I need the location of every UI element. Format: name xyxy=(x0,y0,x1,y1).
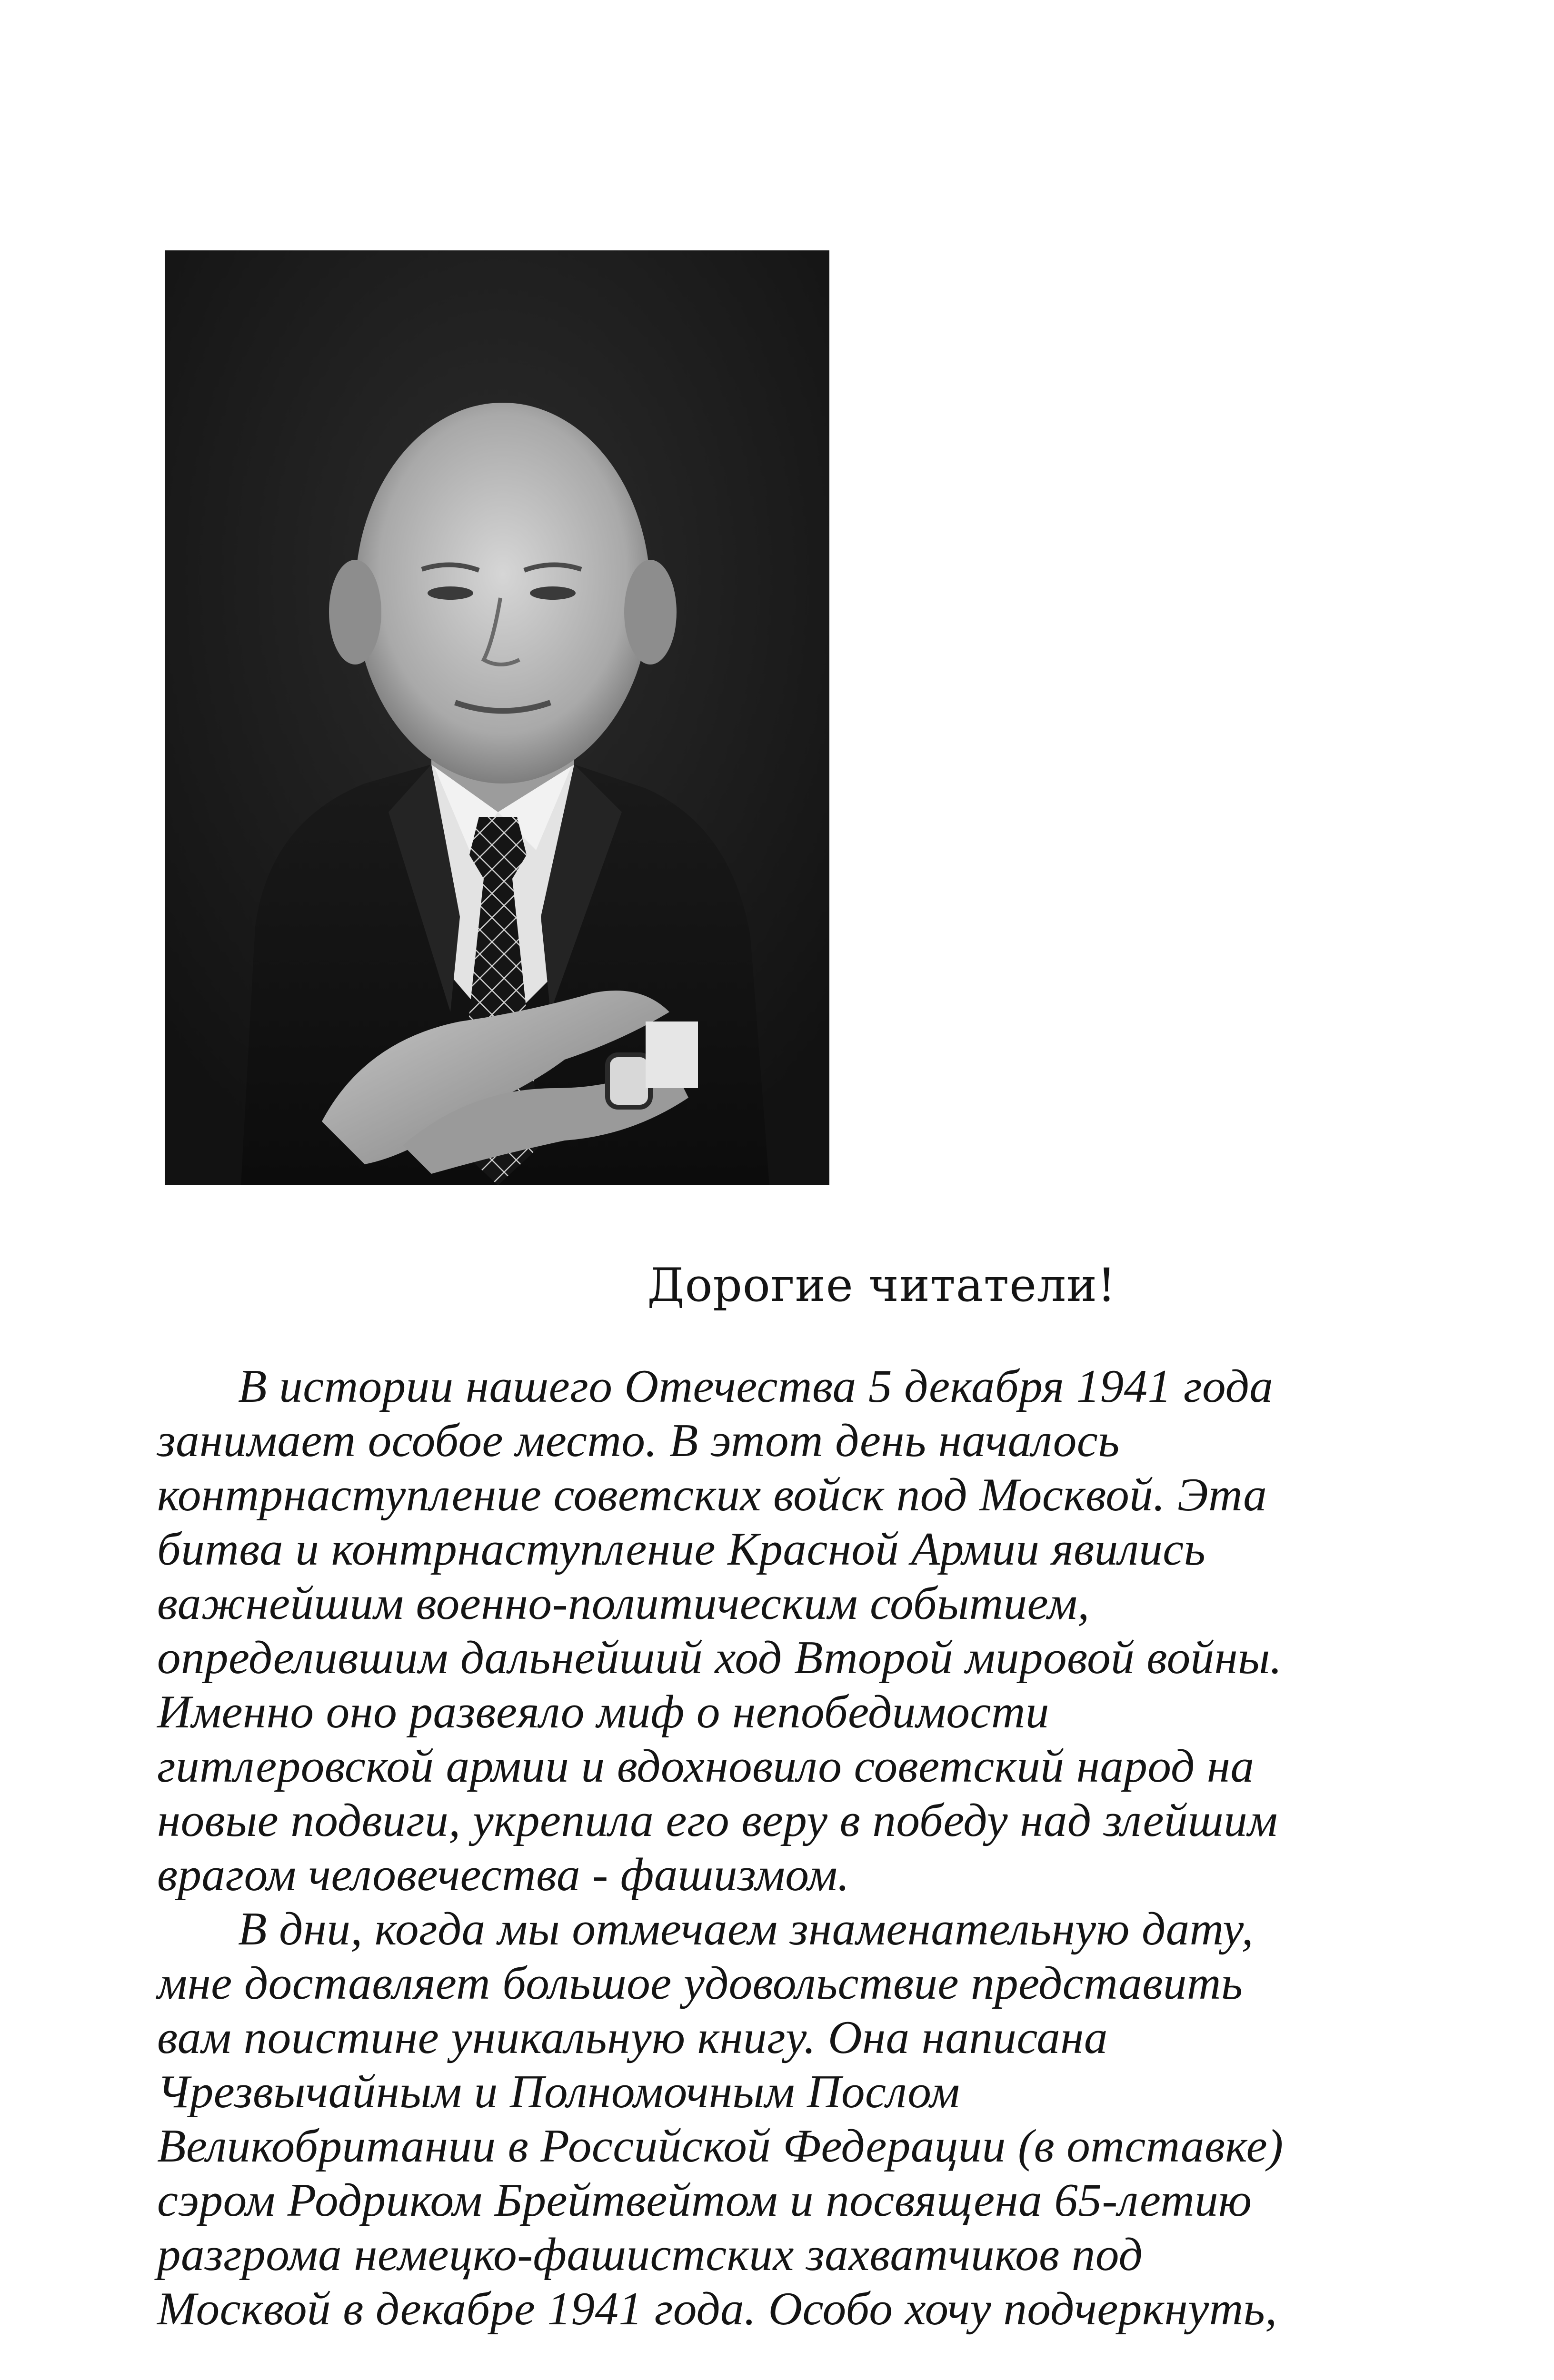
text-line: врагом человечества - фашизмом. xyxy=(157,1849,850,1901)
greeting-heading: Дорогие читатели! xyxy=(647,1259,1116,1312)
text-line: разгрома немецко-фашистских захватчиков под xyxy=(157,2229,1143,2281)
text-line: битва и контрнаступление Красной Армии явились xyxy=(157,1523,1206,1575)
text-line: определившим дальнейший ход Второй мировой войны. xyxy=(157,1632,1282,1684)
text-line: Чрезвычайным и Полномочным Послом xyxy=(157,2066,960,2118)
text-line: гитлеровской армии и вдохновило советский народ на xyxy=(157,1740,1255,1792)
text-line: контрнаступление советских войск под Москвой. Эта xyxy=(157,1469,1267,1521)
text-line: В истории нашего Отечества 5 декабря 1941 года xyxy=(238,1360,1274,1412)
text-line: Именно оно развеяло миф о непобедимости xyxy=(157,1686,1049,1738)
portrait-photo xyxy=(165,250,829,1185)
letter-body xyxy=(157,1359,1395,2336)
text-line: мне доставляет большое удовольствие представить xyxy=(157,1957,1243,2009)
text-line: сэром Родриком Брейтвейтом и посвящена 65-летию xyxy=(157,2174,1252,2226)
portrait-photo-drawing xyxy=(165,250,829,1185)
text-line: занимает особое место. В этот день началось xyxy=(157,1415,1120,1467)
text-line: новые подвиги, укрепила его веру в победу над злейшим xyxy=(157,1795,1278,1846)
text-line: важнейшим военно-политическим событием, xyxy=(157,1577,1090,1629)
text-line: вам поистине уникальную книгу. Она написана xyxy=(157,2012,1108,2063)
text-line: Москвой в декабре 1941 года. Особо хочу подчеркнуть, xyxy=(157,2283,1277,2335)
text-line: В дни, когда мы отмечаем знаменательную дату, xyxy=(238,1903,1254,1955)
text-line: Великобритании в Российской Федерации (в отставке) xyxy=(157,2120,1284,2172)
